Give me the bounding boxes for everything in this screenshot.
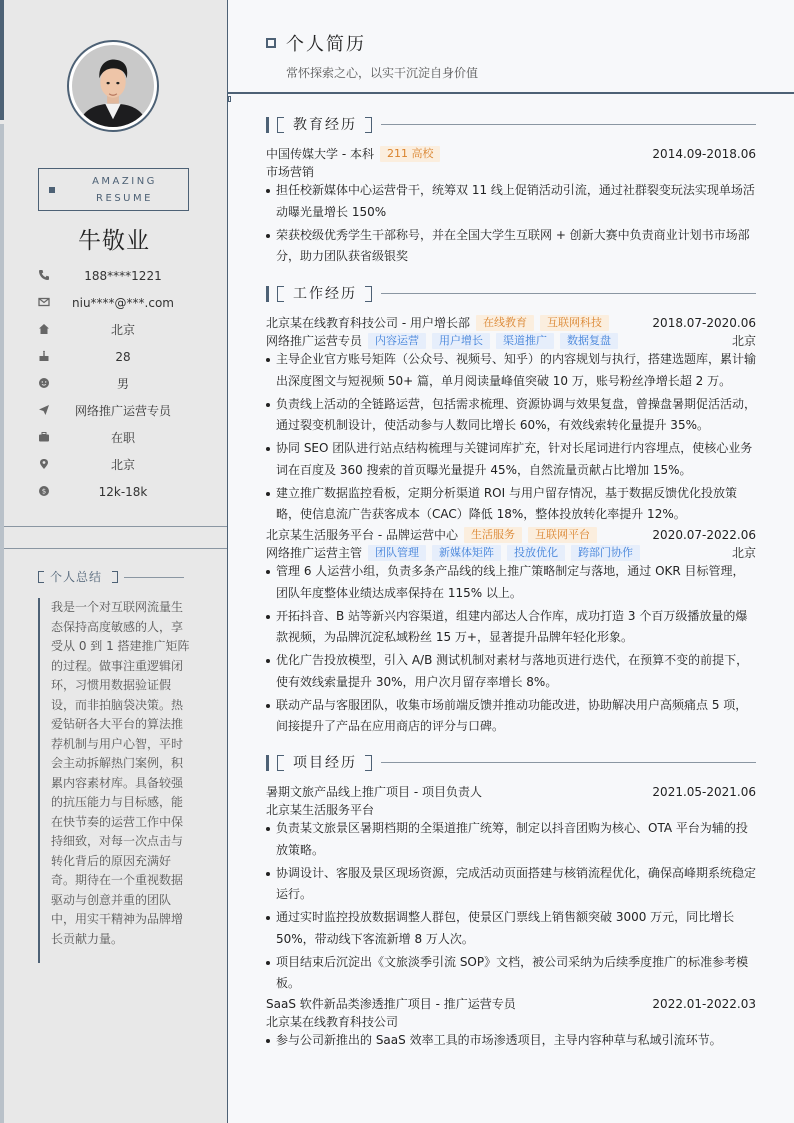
list-item: 主导企业官方账号矩阵（公众号、视频号、知乎）的内容规划与执行，搭建选题库，累计输出深度图文与短视频 50+ 篇，单月阅读量峰值突破 10 万，账号粉丝净增长超 2 万。	[266, 349, 756, 392]
job-role-row	[266, 332, 756, 350]
section-title: 项目经历	[293, 755, 357, 771]
bracket-right-icon	[365, 286, 372, 302]
cake-icon	[38, 350, 50, 362]
company-tag: 互联网科技	[540, 315, 609, 331]
section-title: 工作经历	[293, 286, 357, 302]
bracket-right-icon	[112, 571, 118, 583]
section-bar-icon	[266, 286, 269, 302]
resume-tagline-box	[38, 168, 189, 211]
list-item: 协同 SEO 团队进行站点结构梳理与关键词库扩充，针对长尾词进行内容埋点，使核心业务词在百度及 360 搜索的首页曝光量提升 45%，自然流量贡献占比增加 15%。	[266, 438, 756, 481]
bracket-left-icon	[277, 286, 284, 302]
target-city-value: 北京	[110, 458, 135, 472]
company-tag: 生活服务	[464, 527, 522, 543]
skill-tag: 新媒体矩阵	[432, 545, 501, 561]
sidebar-divider	[4, 526, 227, 527]
job-role: 网络推广运营主管	[266, 546, 363, 560]
skill-tag: 用户增长	[432, 333, 490, 349]
salary-icon	[38, 485, 50, 497]
section-rule	[381, 124, 756, 125]
job-role-row	[266, 544, 756, 562]
info-row-email	[0, 289, 228, 316]
section-bar-icon	[266, 755, 269, 771]
info-row-phone	[0, 262, 228, 289]
company-name: 北京某生活服务平台 - 品牌运营中心	[266, 528, 458, 542]
education-header-row	[266, 145, 756, 163]
list-item: 负责线上活动的全链路运营，包括需求梳理、资源协调与效果复盘，曾操盘暑期促活活动，通过裂变机制设计，使活动参与人数同比增长 60%，有效线索转化量提升 35%。	[266, 394, 756, 437]
section-bar-icon	[266, 117, 269, 133]
list-item: 开拓抖音、B 站等新兴内容渠道，组建内部达人合作库，成功打造 3 个百万级播放量的爆款视频，为品牌沉淀私域粉丝 15 万+，显著提升品牌年轻化形象。	[266, 606, 756, 649]
company-tag: 在线教育	[476, 315, 534, 331]
section-heading-education	[266, 116, 756, 134]
header-rule	[228, 92, 794, 94]
bracket-left-icon	[277, 755, 284, 771]
school-name: 中国传媒大学 - 本科	[266, 147, 374, 161]
briefcase-icon	[38, 431, 50, 443]
project-period: 2021.05-2021.06	[652, 785, 756, 799]
education-major-row	[266, 163, 756, 181]
job-header-row	[266, 314, 756, 332]
list-item: 负责某文旅景区暑期档期的全渠道推广统筹，制定以抖音团购为核心、OTA 平台为辅的投放策略。	[266, 818, 756, 861]
project-period: 2022.01-2022.03	[652, 997, 756, 1011]
info-row-salary	[0, 478, 228, 505]
svg-text:$: $	[41, 487, 47, 496]
target-position-value: 网络推广运营专员	[74, 404, 171, 418]
bracket-left-icon	[38, 571, 44, 583]
info-row-target-city	[0, 451, 228, 478]
summary-heading	[38, 570, 188, 584]
company-name: 北京某在线教育科技公司 - 用户增长部	[266, 316, 470, 330]
skill-tag: 投放优化	[507, 545, 565, 561]
sidebar	[0, 0, 228, 1123]
bracket-left-icon	[277, 117, 284, 133]
list-item: 参与公司新推出的 SaaS 效率工具的市场渗透项目，主导内容种草与私域引流环节。	[266, 1030, 756, 1052]
list-item: 协调设计、客服及景区现场资源，完成活动页面搭建与核销流程优化，确保高峰期系统稳定运行。	[266, 863, 756, 906]
skill-tag: 跨部门协作	[571, 545, 640, 561]
contact-info-list	[0, 262, 228, 505]
status-value: 在职	[110, 431, 135, 445]
project-org: 北京某在线教育科技公司	[266, 1015, 399, 1029]
job-period: 2018.07-2020.06	[652, 316, 756, 330]
info-row-status	[0, 424, 228, 451]
info-row-residence	[0, 316, 228, 343]
page-subtitle: 常怀探索之心，以实干沉淀自身价值	[286, 66, 479, 80]
paper-plane-icon	[38, 404, 50, 416]
skill-tag: 内容运营	[368, 333, 426, 349]
project-org-row	[266, 801, 756, 819]
home-icon	[38, 323, 50, 335]
phone-icon	[38, 269, 50, 281]
job-bullets	[266, 561, 756, 739]
info-row-age	[0, 343, 228, 370]
project-org-row	[266, 1013, 756, 1031]
summary-title: 个人总结	[50, 570, 103, 584]
project-org: 北京某生活服务平台	[266, 803, 375, 817]
sidebar-accent-bar	[0, 0, 4, 120]
email-value: niu****@***.com	[72, 295, 174, 310]
project-bullets	[266, 1030, 756, 1053]
avatar-photo-icon	[72, 45, 154, 127]
summary-heading-rule	[124, 577, 184, 578]
project-header-row	[266, 783, 756, 801]
summary-text: 我是一个对互联网流量生态保持高度敏感的人，享受从 0 到 1 搭建推广矩阵的过程。做事注重逻辑闭环，习惯用数据验证假设，而非拍脑袋决策。热爱钻研各大平台的算法推荐机制与用户心智，平时会主动拆解热门案例，积累内容素材库。具备较强的抗压能力与目标感，能在快节奏的运营工作中保持细致，对每一次点击与转化背后的原因充满好奇。期待在一个重视数据驱动与创意并重的团队中，用实干精神为品牌增长贡献力量。	[38, 598, 190, 963]
section-heading-work	[266, 285, 756, 303]
project-bullets	[266, 818, 756, 996]
face-icon	[38, 377, 50, 389]
section-rule	[381, 762, 756, 763]
bracket-right-icon	[365, 117, 372, 133]
location-pin-icon	[38, 458, 50, 470]
list-item: 荣获校级优秀学生干部称号，并在全国大学生互联网 + 创新大赛中负责商业计划书市场部分，助力团队获省级银奖	[266, 225, 756, 268]
info-row-gender	[0, 370, 228, 397]
list-item: 优化广告投放模型，引入 A/B 测试机制对素材与落地页进行迭代，在预算不变的前提下，使有效线索量提升 30%，用户次月留存率增长 8%。	[266, 650, 756, 693]
list-item: 管理 6 人运营小组，负责多条产品线的线上推广策略制定与落地，通过 OKR 目标管理，团队年度整体业绩达成率保持在 115% 以上。	[266, 561, 756, 604]
resume-tagline: AMAZING RESUME	[92, 176, 157, 204]
info-row-target-position	[0, 397, 228, 424]
gender-value: 男	[116, 377, 129, 391]
age-value: 28	[115, 349, 131, 364]
major: 市场营销	[266, 165, 315, 179]
project-name: 暑期文旅产品线上推广项目 - 项目负责人	[266, 785, 482, 799]
list-item: 建立推广数据监控看板，定期分析渠道 ROI 与用户留存情况，基于数据反馈优化投放策略，使信息流广告获客成本（CAC）降低 18%，整体投放转化率提升 12%。	[266, 483, 756, 526]
list-item: 通过实时监控投放数据调整人群包，使景区门票线上销售额突破 3000 万元，同比增长 50%，带动线下客流新增 8 万人次。	[266, 907, 756, 950]
email-icon	[38, 296, 50, 308]
list-item: 担任校新媒体中心运营骨干，统筹双 11 线上促销活动引流，通过社群裂变玩法实现单场活动曝光量增长 150%	[266, 180, 756, 223]
company-tag: 互联网平台	[528, 527, 597, 543]
salary-value: 12k-18k	[98, 484, 148, 499]
job-header-row	[266, 526, 756, 544]
school-tag: 211 高校	[380, 146, 441, 162]
section-title: 教育经历	[293, 117, 357, 133]
candidate-name: 牛敬业	[78, 228, 150, 254]
job-city: 北京	[731, 546, 756, 560]
tagline-square-icon	[49, 187, 55, 193]
bracket-right-icon	[365, 755, 372, 771]
phone-value: 188****1221	[84, 268, 162, 283]
project-header-row	[266, 995, 756, 1013]
sidebar-divider	[4, 548, 227, 549]
education-period: 2014.09-2018.06	[652, 147, 756, 161]
job-city: 北京	[731, 334, 756, 348]
list-item: 联动产品与客服团队，收集市场前端反馈并推动功能改进，协助解决用户高频痛点 5 项，间接提升了产品在应用商店的评分与口碑。	[266, 695, 756, 738]
job-role: 网络推广运营专员	[266, 334, 363, 348]
skill-tag: 团队管理	[368, 545, 426, 561]
list-item: 项目结束后沉淀出《文旅淡季引流 SOP》文档，被公司采纳为后续季度推广的标准参考模板。	[266, 952, 756, 995]
project-name: SaaS 软件新品类渗透推广项目 - 推广运营专员	[266, 997, 516, 1011]
title-square-icon	[266, 38, 276, 48]
header-rule-tick	[228, 96, 231, 102]
job-period: 2020.07-2022.06	[652, 528, 756, 542]
residence-value: 北京	[110, 323, 135, 337]
section-rule	[381, 293, 756, 294]
section-heading-projects	[266, 754, 756, 772]
page-title: 个人简历	[286, 34, 366, 55]
education-bullets	[266, 180, 756, 269]
skill-tag: 渠道推广	[496, 333, 554, 349]
job-bullets	[266, 349, 756, 527]
avatar	[67, 40, 159, 132]
skill-tag: 数据复盘	[560, 333, 618, 349]
